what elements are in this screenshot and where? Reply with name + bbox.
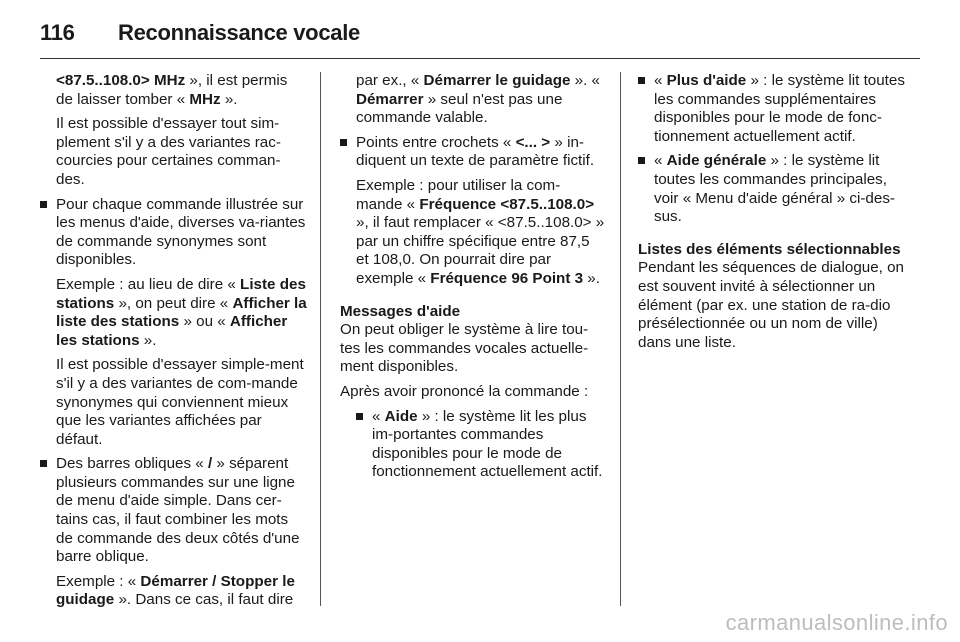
bold-term: Démarrer [356, 90, 424, 108]
page-title: Reconnaissance vocale [118, 20, 360, 45]
section-heading: Listes des éléments sélectionnables [638, 240, 901, 258]
column-divider [320, 72, 321, 606]
bullet-item: Des barres obliques « / » séparent plusieurs commandes sur une ligne de menu d'aide simple. Dans cer-tains cas, il faut combiner les mots de commande des deux côtés d'une barre oblique. [40, 455, 308, 567]
bold-term: / [207, 455, 213, 473]
bold-term: Aide générale [666, 152, 767, 170]
section-heading: Messages d'aide [340, 302, 461, 320]
paragraph: Pendant les séquences de dialogue, on est souvent invité à sélectionner un élément (par ex. une station de ra-dio présélectionnée ou un nom de ville) dans une liste. [638, 259, 904, 351]
bullet-item: Points entre crochets « <... > » in-diquent un texte de paramètre fictif. [340, 134, 606, 171]
bold-term: Liste des stations [56, 275, 306, 312]
paragraph: <87.5..108.0> MHz », il est permis de laisser tomber « MHz ». [56, 72, 288, 108]
bold-term: MHz [189, 90, 221, 108]
bold-term: Plus d'aide [666, 72, 747, 89]
bullet-item: « Aide générale » : le système lit toutes les commandes principales, voir « Menu d'aide général » ci-des-sus. [638, 152, 906, 226]
bold-term: Fréquence <87.5..108.0> [419, 195, 595, 213]
column-3 [638, 72, 906, 358]
bold-term: Aide [384, 407, 418, 425]
bold-term: <... > [515, 133, 551, 151]
bold-term: Démarrer / Stopper le guidage [56, 572, 295, 609]
bullet-item: Pour chaque commande illustrée sur les menus d'aide, diverses va-riantes de commande synonymes sont disponibles. [40, 196, 308, 270]
column-1 [40, 72, 308, 616]
bullet-example: Exemple : « Démarrer / Stopper le guidage ». Dans ce cas, il faut dire [56, 572, 295, 609]
bold-term: Fréquence 96 Point 3 [430, 269, 584, 287]
bold-term: Afficher les stations [56, 313, 288, 349]
header-rule [40, 58, 920, 59]
paragraph: Après avoir prononcé la commande : [340, 382, 589, 400]
column-2 [340, 72, 606, 488]
bullet-example: Exemple : pour utiliser la com-mande « Fréquence <87.5..108.0> », il faut remplacer « <87.5..108.0> » par un chiffre spécifique entre 87,5 et 108,0. On pourrait dire par exemple « Fréquence 96 Point 3 ». [356, 176, 605, 287]
bold-term: <87.5..108.0> MHz [56, 72, 186, 89]
watermark: carmanualsonline.info [725, 610, 948, 635]
bold-term: Afficher la liste des stations [56, 294, 307, 331]
page-header [40, 18, 920, 58]
bold-term: Démarrer le guidage [423, 72, 571, 89]
bullet-item: « Aide » : le système lit les plus im-portantes commandes disponibles pour le mode de fonctionnement actuellement actif. [356, 408, 606, 482]
bullet-example: Exemple : au lieu de dire « Liste des stations », on peut dire « Afficher la liste des stations » ou « Afficher les stations ». [56, 275, 307, 349]
column-divider [620, 72, 621, 606]
paragraph: par ex., « Démarrer le guidage ». « Démarrer » seul n'est pas une commande valable. [356, 72, 600, 127]
paragraph: On peut obliger le système à lire tou-tes les commandes vocales actuelle-ment disponibles. [340, 321, 589, 376]
page-number: 116 [40, 20, 75, 45]
bullet-paragraph: Il est possible d'essayer simple-ment s'il y a des variantes de com-mande synonymes qui conviennent mieux que les variantes affichées par défaut. [56, 356, 304, 448]
paragraph: Il est possible d'essayer tout sim-plement s'il y a des variantes rac-courcies pour certaines comman-des. [56, 115, 281, 188]
bullet-item: « Plus d'aide » : le système lit toutes les commandes supplémentaires disponibles pour le mode de fonc-tionnement actuellement actif. [638, 72, 906, 146]
